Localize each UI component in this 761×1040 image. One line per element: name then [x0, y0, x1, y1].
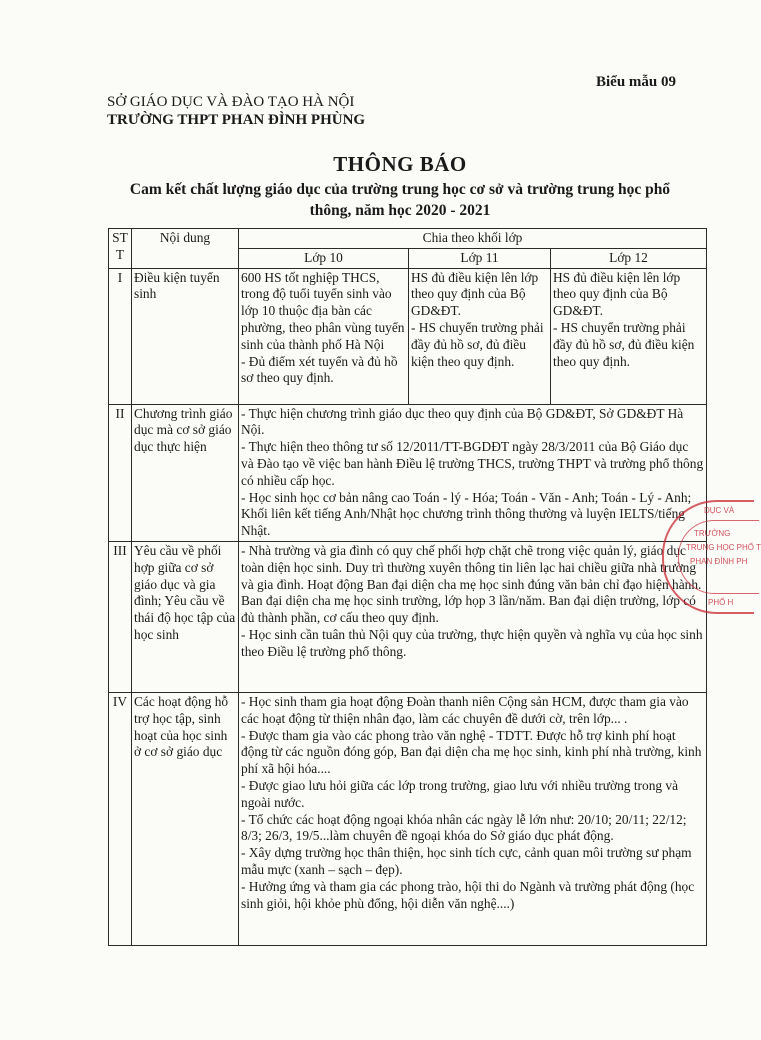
- content-item: - Nhà trường và gia đình có quy chế phối hợp chặt chẽ trong việc quản lý, giáo dục toàn diện học sinh. Duy trì thường xuyên thông tin liên lạc hai chiều giữa nhà trường và gia đình. Hoạt động Ban đại diện cha mẹ học sinh đúng văn bản chỉ đạo hiện hành. Ban đại diện cha mẹ học sinh trường, lớp họp 3 lần/năm. Ban đại diện trường, lớp có đủ thành phần, cơ cấu theo quy định.: [241, 542, 702, 626]
- issuing-agency-block: [107, 93, 365, 129]
- stamp-text: PHỐ H: [708, 598, 734, 607]
- content-item: - Được giao lưu hỏi giữa các lớp trong trường, giao lưu với nhiều trường trong và ngoài nước.: [241, 777, 679, 810]
- stamp-text: DỤC VÀ: [704, 506, 735, 515]
- school-name: TRƯỜNG THPT PHAN ĐÌNH PHÙNG: [107, 112, 366, 128]
- subtitle-line-1: Cam kết chất lượng giáo dục của trường trung học cơ sở và trường trung học phổ: [129, 181, 671, 198]
- content-item: - Thực hiện chương trình giáo dục theo quy định của Bộ GD&ĐT, Sở GD&ĐT Hà Nội.: [241, 405, 684, 438]
- document-subtitle: [100, 179, 700, 221]
- cell-grade-10: 600 HS tốt nghiệp THCS, trong độ tuổi tuyển sinh vào lớp 10 thuộc địa bàn các phường, theo phân vùng tuyển sinh của thành phố Hà Nội - Đủ điểm xét tuyển và đủ hồ sơ theo quy định.: [239, 268, 409, 404]
- table-header-row-1: [109, 229, 707, 249]
- row-number: II: [109, 404, 132, 541]
- stamp-text: PHAN ĐÌNH PH: [690, 557, 748, 566]
- row-content: [239, 404, 707, 541]
- commitment-table: [108, 228, 707, 946]
- header-content: Nội dung: [132, 229, 239, 269]
- row-number: IV: [109, 692, 132, 945]
- header-grade-12: Lớp 12: [551, 248, 707, 268]
- row-content: [239, 541, 707, 692]
- table-row: [109, 692, 707, 945]
- content-item: - Học sinh tham gia hoạt động Đoàn thanh niên Cộng sản HCM, được tham gia vào các hoạt động từ thiện nhân đạo, làm các chuyên đề dưới cờ, trên lớp... .: [241, 693, 689, 726]
- content-item: - Được tham gia vào các phong trào văn nghệ - TDTT. Được hỗ trợ kinh phí hoạt động từ các nguồn đóng góp, Ban đại diện cha mẹ học sinh, kinh phí nhà trường, kinh phí xã hội hóa....: [241, 727, 702, 777]
- stamp-text: TRUNG HỌC PHỔ T: [686, 543, 761, 552]
- document-heading: [100, 152, 700, 221]
- cell-grade-12: HS đủ điều kiện lên lớp theo quy định của Bộ GD&ĐT. - HS chuyển trường phải đầy đủ hồ sơ, đủ điều kiện theo quy định.: [551, 268, 707, 404]
- table-row: [109, 541, 707, 692]
- content-item: - Tổ chức các hoạt động ngoại khóa nhân các ngày lễ lớn như: 20/10; 20/11; 22/12; 8/3; 26/3, 19/5...làm chuyên đề ngoại khóa do Sở giáo dục phát động.: [241, 811, 687, 844]
- content-item: - Học sinh học cơ bản nâng cao Toán - lý - Hóa; Toán - Văn - Anh; Toán - Lý - Anh; Khối liên kết tiếng Anh/Nhật học chương trình thông thường và luyện IELTS/tiếng Nhật.: [241, 489, 692, 539]
- header-grade-11: Lớp 11: [409, 248, 551, 268]
- row-label: Điều kiện tuyển sinh: [132, 268, 239, 404]
- content-item: - Xây dựng trường học thân thiện, học sinh tích cực, cảnh quan môi trường sư phạm mẫu mực (xanh – sạch – đẹp).: [241, 845, 692, 877]
- subtitle-line-2: thông, năm học 2020 - 2021: [309, 202, 491, 219]
- row-content: [239, 692, 707, 945]
- table-row: [109, 268, 707, 404]
- table-row: [109, 404, 707, 541]
- form-code: Biểu mẫu 09: [596, 74, 677, 90]
- header-grade-group: Chia theo khối lớp: [239, 229, 707, 249]
- agency-name: SỞ GIÁO DỤC VÀ ĐÀO TẠO HÀ NỘI: [107, 94, 355, 110]
- row-label: Chương trình giáo dục mà cơ sở giáo dục thực hiện: [132, 404, 239, 541]
- cell-grade-11: HS đủ điều kiện lên lớp theo quy định của Bộ GD&ĐT. - HS chuyển trường phải đầy đủ hồ sơ, đủ điều kiện theo quy định.: [409, 268, 551, 404]
- header-grade-10: Lớp 10: [239, 248, 409, 268]
- row-number: III: [109, 541, 132, 692]
- document-title: THÔNG BÁO: [333, 152, 467, 176]
- row-label: Các hoạt động hỗ trợ học tập, sinh hoạt của học sinh ở cơ sở giáo dục: [132, 692, 239, 945]
- header-stt: STT: [109, 229, 132, 269]
- content-item: - Học sinh cần tuân thủ Nội quy của trường, thực hiện quyền và nghĩa vụ của học sinh theo Điều lệ trường phổ thông.: [241, 626, 703, 659]
- content-item: - Thực hiện theo thông tư số 12/2011/TT-BGDĐT ngày 28/3/2011 của Bộ Giáo dục và Đào tạo về việc ban hành Điều lệ trường THCS, trường THPT và trường phổ thông có nhiều cấp học.: [241, 439, 704, 488]
- content-item: - Hưởng ứng và tham gia các phong trào, hội thi do Ngành và trường phát động (học sinh giỏi, hội khỏe phù đổng, hội diễn văn nghệ....): [241, 878, 695, 911]
- row-number: I: [109, 268, 132, 404]
- row-label: Yêu cầu về phối hợp giữa cơ sở giáo dục và gia đình; Yêu cầu về thái độ học tập của học sinh: [132, 541, 239, 692]
- stamp-text: TRƯỜNG: [694, 529, 731, 538]
